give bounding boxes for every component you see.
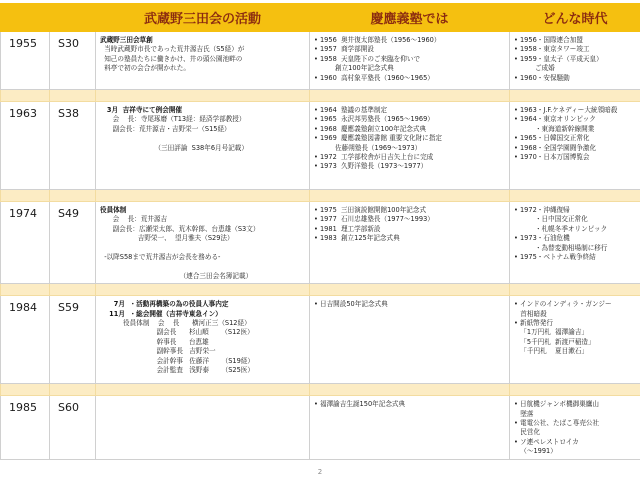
keio-cell <box>310 296 510 384</box>
activity-line: 副会長：広瀬栄太郎、荒木幹郎、台恵雄（S3文） <box>100 224 260 233</box>
spacer-cell <box>1 90 50 102</box>
keio-event-line: • 1981 理工学部新設 <box>314 224 381 233</box>
era-event-line: • 1964・東京オリンピック <box>514 115 596 124</box>
activity-line: 会 長：荒井源吉 <box>100 215 168 224</box>
spacer-row <box>1 90 640 102</box>
header-blank-year <box>1 4 50 32</box>
era-event-line: 「千円札 夏目漱石」 <box>514 347 589 356</box>
table-row <box>1 202 640 284</box>
activity-cell <box>96 202 310 284</box>
header-era: どんな時代 <box>510 4 640 32</box>
era-event-line: 「1万円札 福澤諭吉」 <box>514 328 589 337</box>
spacer-cell <box>50 190 96 202</box>
keio-event-line: • 1958 天皇陛下のご来臨を仰いで <box>314 54 421 63</box>
activity-line <box>100 262 306 271</box>
spacer-cell <box>510 384 640 396</box>
era-event-line: ・為替変動相場制に移行 <box>514 243 608 252</box>
spacer-row <box>1 384 640 396</box>
activity-cell <box>96 296 310 384</box>
page-number: 2 <box>317 468 323 476</box>
activity-line: 副幹事長 吉野栄一 <box>100 347 216 356</box>
era-event-line: • 1968・全国学園闘争激化 <box>514 143 597 152</box>
era-event-line: • 1960・安保騒動 <box>514 73 570 82</box>
activity-line: 役員体制 <box>100 206 127 214</box>
keio-event-line: • 1969 慶應義塾図書館 重要文化財に指定 <box>314 134 442 143</box>
table-row <box>1 296 640 384</box>
activity-line: -以降S58まで荒井源吉が会長を務める- <box>100 253 221 262</box>
activity-line: 武蔵野三田会草創 <box>100 36 153 44</box>
table-body <box>1 32 640 460</box>
era-cell <box>510 32 640 90</box>
activity-line: 料亭で初の会合が開かれた。 <box>100 64 190 73</box>
keio-event-line: • 1983 創立125年記念式典 <box>314 234 400 243</box>
era-event-line: ・札幌冬季オリンピック <box>514 224 608 233</box>
activity-cell <box>96 396 310 460</box>
year-cell: 1984 <box>1 296 50 384</box>
keio-event-line: • 1973 久野洋塾長（1973～1977） <box>314 162 428 171</box>
activity-line: （三田評論 S38年6月号記載） <box>100 143 248 152</box>
keio-event-line: 佐藤朔塾長（1969～1973） <box>314 143 422 152</box>
keio-event-line: • 1972 工学部校舎が日吉矢上台に完成 <box>314 153 434 162</box>
spacer-row <box>1 190 640 202</box>
showa-cell: S30 <box>50 32 96 90</box>
spacer-cell <box>96 384 310 396</box>
era-event-line: • 1963・J.F.ケネディー大統領暗殺 <box>514 106 618 114</box>
spacer-cell <box>96 90 310 102</box>
spacer-cell <box>96 190 310 202</box>
spacer-cell <box>510 190 640 202</box>
showa-cell: S38 <box>50 102 96 190</box>
era-event-line: 首相暗殺 <box>514 309 547 318</box>
spacer-cell <box>50 90 96 102</box>
year-cell: 1974 <box>1 202 50 284</box>
year-cell: 1963 <box>1 102 50 190</box>
keio-event-line: • 1965 永沢邦男塾長（1965～1969） <box>314 115 434 124</box>
era-event-line: • 1973・石油危機 <box>514 234 570 243</box>
activity-line: 幹事長 台恵雄 <box>100 337 209 346</box>
era-event-line: • ソ連ペレストロイカ <box>514 437 579 446</box>
activity-cell <box>96 32 310 90</box>
showa-cell: S60 <box>50 396 96 460</box>
era-cell <box>510 102 640 190</box>
history-table <box>0 3 640 460</box>
spacer-row <box>1 284 640 296</box>
era-event-line: • 電電公社、たばこ専売公社 <box>514 419 600 428</box>
keio-event-line: • 1956 奥井復太郎塾長（1956～1960） <box>314 36 441 44</box>
activity-line: 会計幹事 佐藤洋 （S19経） <box>100 356 254 365</box>
era-event-line: • 1958・東京タワー竣工 <box>514 45 590 54</box>
activity-line <box>100 244 306 253</box>
header-activity: 武蔵野三田会の活動 <box>96 4 310 32</box>
activity-line: （連合三田会名簿記載） <box>100 271 253 280</box>
keio-event-line: • 日吉開設50年記念式典 <box>314 300 388 309</box>
keio-event-line: • 福澤諭吉生誕150年記念式典 <box>314 400 406 409</box>
activity-cell <box>96 102 310 190</box>
keio-event-line: • 1964 塾議の基準制定 <box>314 106 388 114</box>
keio-event-line: • 1977 石川忠雄塾長（1977～1993） <box>314 215 434 224</box>
era-event-line: ご成婚 <box>514 64 555 73</box>
showa-cell: S59 <box>50 296 96 384</box>
keio-cell <box>310 202 510 284</box>
era-event-line: 墜落 <box>514 409 534 418</box>
keio-cell <box>310 102 510 190</box>
era-event-line: • 1970・日本万国博覧会 <box>514 153 590 162</box>
activity-line <box>100 134 306 143</box>
year-cell: 1955 <box>1 32 50 90</box>
spacer-cell <box>510 90 640 102</box>
keio-event-line: • 1975 三田演説館開館100年記念式 <box>314 206 427 214</box>
showa-cell: S49 <box>50 202 96 284</box>
activity-line: 会 長：寺尾琢磨（T13経：経済学部教授） <box>100 115 246 124</box>
era-cell <box>510 296 640 384</box>
keio-cell <box>310 32 510 90</box>
spacer-cell <box>1 384 50 396</box>
era-event-line: • 1972・沖縄復帰 <box>514 206 570 214</box>
header-keio: 慶應義塾では <box>310 4 510 32</box>
keio-event-line: 創立100年記念式典 <box>314 64 394 73</box>
spacer-cell <box>310 384 510 396</box>
era-event-line: • 1975・ベトナム戦争終結 <box>514 253 596 262</box>
spacer-cell <box>310 190 510 202</box>
keio-event-line: • 1960 高村象平塾長（1960～1965） <box>314 73 434 82</box>
era-event-line: ・東海道新幹線開業 <box>514 124 595 133</box>
activity-line: 7月 ・活動再構築の為の役員人事内定 <box>100 300 229 309</box>
era-event-line: • 1956・国際連合加盟 <box>514 36 583 44</box>
activity-line: 知己の塾員たちに働きかけ、井の頭公園池畔の <box>100 54 243 63</box>
year-cell: 1985 <box>1 396 50 460</box>
spacer-cell <box>50 384 96 396</box>
spacer-cell <box>1 190 50 202</box>
keio-event-line: • 1957 商学部開設 <box>314 45 374 54</box>
era-cell <box>510 202 640 284</box>
spacer-cell <box>96 284 310 296</box>
spacer-cell <box>1 284 50 296</box>
table-row <box>1 396 640 460</box>
activity-line: 吉野栄一、 望月雅夫（S29法） <box>100 234 234 243</box>
era-event-line: • 1959・皇太子（平成天皇） <box>514 54 603 63</box>
spacer-cell <box>50 284 96 296</box>
keio-cell <box>310 396 510 460</box>
era-cell <box>510 396 640 460</box>
spacer-cell <box>310 90 510 102</box>
activity-line: 役員体制 会 長 横河正三（S12経） <box>100 319 251 328</box>
era-event-line: • 新紙幣発行 <box>514 319 553 328</box>
table-row <box>1 102 640 190</box>
header-row <box>1 4 640 32</box>
era-event-line: • インドのインディラ・ガンジー <box>514 300 612 309</box>
era-event-line: 民営化 <box>514 428 541 437</box>
header-blank-showa <box>50 4 96 32</box>
era-event-line: （～1991） <box>514 447 557 456</box>
era-event-line: 「5千円札 新渡戸稲造」 <box>514 337 595 346</box>
era-event-line: • 1965・日韓国交正常化 <box>514 134 590 143</box>
activity-line: 会計監査 浅野泰 （S25医） <box>100 366 254 375</box>
era-event-line: • 日航機ジャンボ機御巣鷹山 <box>514 400 599 409</box>
activity-line: 当時武蔵野市長であった荒井源吉氏（S5経）が <box>100 45 245 54</box>
spacer-cell <box>510 284 640 296</box>
activity-line: 3月 吉祥寺にて例会開催 <box>100 106 183 114</box>
keio-event-line: • 1968 慶應義塾創立100年記念式典 <box>314 124 427 133</box>
activity-line: 11月 ・総会開催（吉祥寺東急イン） <box>100 309 222 318</box>
spacer-cell <box>310 284 510 296</box>
table-row <box>1 32 640 90</box>
activity-line: 副会長 杉山順 （S12医） <box>100 328 254 337</box>
activity-line: 副会長：荒井源吉・吉野栄一（S15経） <box>100 124 231 133</box>
era-event-line: ・日中国交正常化 <box>514 215 588 224</box>
